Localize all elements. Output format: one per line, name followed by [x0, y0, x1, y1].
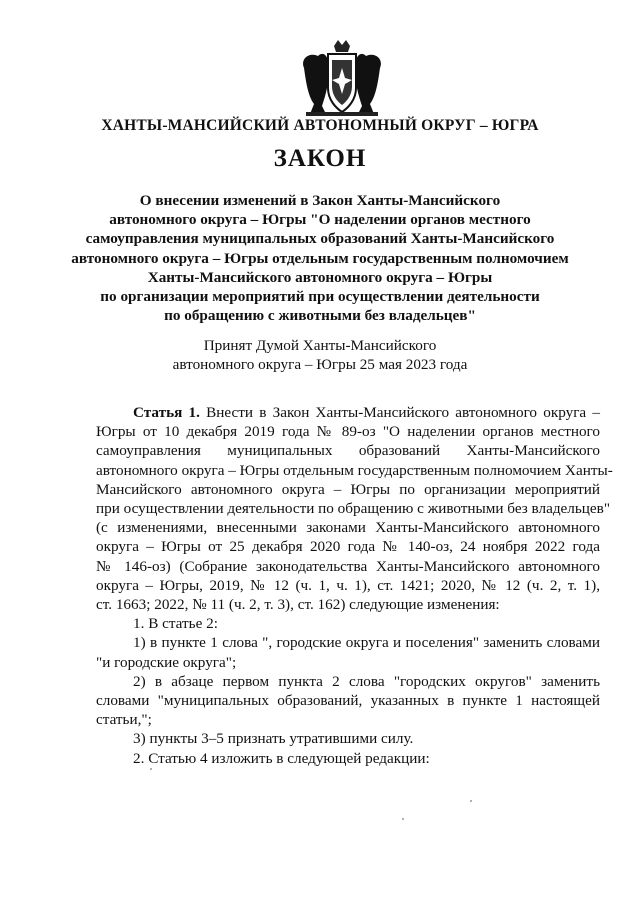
article-line: округа – Югры, 2019, № 12 (ч. 1, ч. 1), ст. 1421; 2020, № 12 (ч. 2, т. 1),	[96, 576, 600, 594]
subpoint-1-cont: "и городские округа";	[96, 653, 237, 671]
scan-speck	[402, 818, 404, 820]
article-line: самоуправления муниципальных образований Ханты-Мансийского	[96, 442, 600, 460]
subject-line: самоуправления муниципальных образований Ханты-Мансийского	[85, 230, 555, 248]
subpoint-2-cont: статьи,";	[96, 711, 152, 729]
article-line: автономного округа – Югры отдельным государственным полномочием Ханты-	[96, 461, 613, 479]
document-title: ЗАКОН	[273, 145, 367, 172]
point-2: 2. Статью 4 изложить в следующей редакции:	[133, 749, 430, 767]
coat-of-arms-emblem	[296, 38, 388, 120]
article-line: Югры от 10 декабря 2019 года № 89-оз "О наделении органов местного	[96, 423, 600, 441]
article-text: Внести в Закон Ханты-Мансийского автономного округа –	[199, 404, 600, 421]
subpoint-2: 2) в абзаце первом пункта 2 слова "городских округов" заменить	[133, 672, 600, 690]
subject-line: Ханты-Мансийского автономного округа – Югры	[147, 268, 493, 286]
point-1: 1. В статье 2:	[133, 615, 218, 633]
subpoint-2-cont: словами "муниципальных образований, указанных в пункте 1 настоящей	[96, 692, 600, 710]
subpoint-3: 3) пункты 3–5 признать утратившими силу.	[133, 730, 414, 748]
scan-speck	[150, 768, 152, 770]
subject-line: О внесении изменений в Закон Ханты-Мансийского	[139, 192, 501, 209]
article-line: ст. 1663; 2022, № 11 (ч. 2, т. 3), ст. 162) следующие изменения:	[96, 596, 500, 614]
article-line: Мансийского автономного округа – Югры по организации мероприятий	[96, 480, 600, 498]
law-subject-title	[60, 191, 580, 325]
article-line: № 146-оз) (Собрание законодательства Ханты-Мансийского автономного	[96, 557, 600, 575]
subject-line: по обращению с животными без владельцев"	[164, 307, 476, 325]
subject-line: по организации мероприятий при осуществлении деятельности	[100, 288, 540, 306]
article-line: (с изменениями, внесенными законами Ханты-Мансийского автономного	[96, 519, 600, 537]
scan-speck	[470, 800, 472, 802]
article-first-line	[96, 403, 600, 422]
law-body	[96, 403, 613, 768]
article-line: при осуществлении деятельности по обращению с животными без владельцев"	[96, 500, 611, 518]
subpoint-1: 1) в пункте 1 слова ", городские округа и поселения" заменить словами	[133, 634, 600, 652]
article-label: Статья 1.	[133, 404, 200, 421]
article-line: округа – Югры от 25 декабря 2020 года № 140-оз, 24 ноября 2022 года	[96, 538, 600, 556]
adoption-note	[60, 336, 580, 374]
adoption-line: автономного округа – Югры 25 мая 2023 года	[172, 356, 468, 373]
adoption-line: Принят Думой Ханты-Мансийского	[203, 337, 437, 354]
subject-line: автономного округа – Югры "О наделении органов местного	[109, 211, 531, 229]
subject-line: автономного округа – Югры отдельным государственным полномочием	[71, 249, 569, 267]
region-heading: ХАНТЫ-МАНСИЙСКИЙ АВТОНОМНЫЙ ОКРУГ – ЮГРА	[101, 117, 539, 134]
